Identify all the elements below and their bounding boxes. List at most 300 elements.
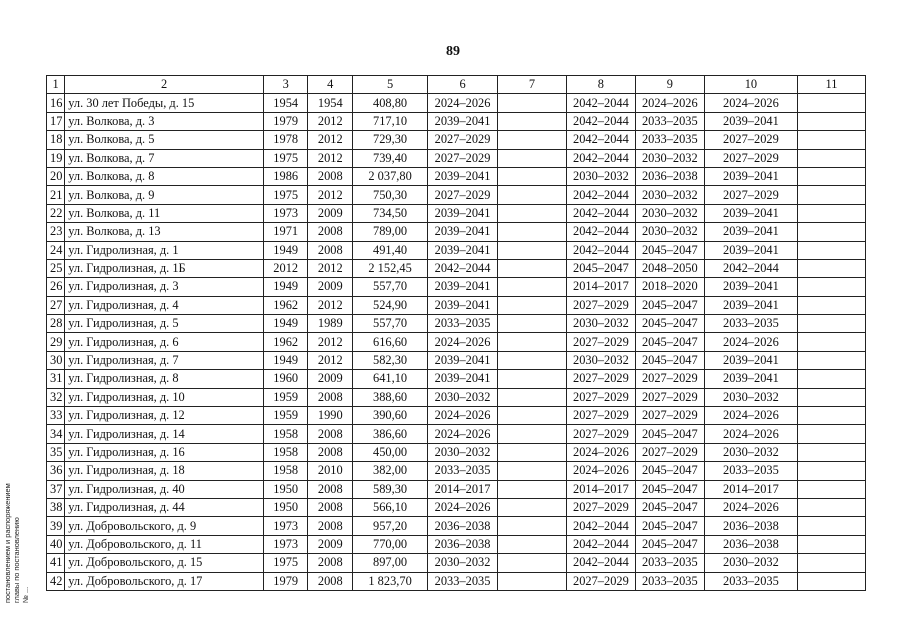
row-number-cell: 17	[47, 112, 65, 130]
period-cell	[498, 112, 567, 130]
period-cell: 2030–2032	[566, 167, 635, 185]
build-year-cell: 1973	[263, 517, 308, 535]
repair-year-cell: 1954	[308, 94, 353, 112]
table-row	[47, 333, 866, 351]
period-cell: 2024–2026	[566, 443, 635, 461]
period-cell	[798, 204, 866, 222]
build-year-cell: 1954	[263, 94, 308, 112]
row-number-cell: 40	[47, 535, 65, 553]
period-cell	[798, 535, 866, 553]
table-row	[47, 204, 866, 222]
table-row	[47, 223, 866, 241]
build-year-cell: 1962	[263, 333, 308, 351]
period-cell: 2027–2029	[428, 186, 498, 204]
table-body	[47, 94, 866, 591]
period-cell: 2030–2032	[566, 315, 635, 333]
repair-year-cell: 2012	[308, 296, 353, 314]
period-cell: 2039–2041	[428, 278, 498, 296]
build-year-cell: 1979	[263, 112, 308, 130]
address-cell: ул. Волкова, д. 9	[65, 186, 264, 204]
row-number-cell: 28	[47, 315, 65, 333]
area-cell: 382,00	[353, 462, 428, 480]
period-cell: 2014–2017	[704, 480, 797, 498]
period-cell	[498, 572, 567, 590]
row-number-cell: 26	[47, 278, 65, 296]
period-cell	[798, 462, 866, 480]
period-cell: 2027–2029	[704, 149, 797, 167]
period-cell: 2027–2029	[566, 370, 635, 388]
period-cell: 2039–2041	[704, 241, 797, 259]
period-cell	[498, 498, 567, 516]
period-cell: 2042–2044	[566, 131, 635, 149]
row-number-cell: 24	[47, 241, 65, 259]
area-cell: 2 152,45	[353, 259, 428, 277]
period-cell	[498, 278, 567, 296]
header-cell: 10	[704, 76, 797, 94]
period-cell: 2027–2029	[635, 443, 704, 461]
area-cell: 557,70	[353, 278, 428, 296]
period-cell	[798, 425, 866, 443]
repair-year-cell: 1989	[308, 315, 353, 333]
period-cell: 2042–2044	[566, 94, 635, 112]
period-cell: 2036–2038	[635, 167, 704, 185]
period-cell	[498, 407, 567, 425]
period-cell: 2027–2029	[704, 186, 797, 204]
period-cell	[498, 315, 567, 333]
address-cell: ул. Волкова, д. 13	[65, 223, 264, 241]
table-row	[47, 370, 866, 388]
area-cell: 734,50	[353, 204, 428, 222]
repair-year-cell: 2009	[308, 278, 353, 296]
row-number-cell: 35	[47, 443, 65, 461]
row-number-cell: 23	[47, 223, 65, 241]
table-row	[47, 315, 866, 333]
period-cell	[798, 407, 866, 425]
period-cell: 2039–2041	[704, 370, 797, 388]
period-cell	[498, 204, 567, 222]
repair-year-cell: 2012	[308, 131, 353, 149]
repair-year-cell: 2008	[308, 167, 353, 185]
period-cell: 2027–2029	[704, 131, 797, 149]
header-cell: 3	[263, 76, 308, 94]
repair-year-cell: 2008	[308, 241, 353, 259]
period-cell	[798, 351, 866, 369]
repair-year-cell: 2012	[308, 186, 353, 204]
period-cell: 2045–2047	[635, 462, 704, 480]
period-cell	[498, 149, 567, 167]
period-cell: 2027–2029	[635, 388, 704, 406]
repair-year-cell: 2012	[308, 333, 353, 351]
period-cell: 2024–2026	[428, 407, 498, 425]
area-cell: 897,00	[353, 554, 428, 572]
period-cell: 2024–2026	[704, 425, 797, 443]
row-number-cell: 27	[47, 296, 65, 314]
row-number-cell: 37	[47, 480, 65, 498]
address-cell: ул. Волкова, д. 11	[65, 204, 264, 222]
period-cell: 2030–2032	[704, 554, 797, 572]
side-stamp-note	[3, 478, 43, 603]
period-cell: 2042–2044	[704, 259, 797, 277]
build-year-cell: 1949	[263, 351, 308, 369]
repair-year-cell: 2012	[308, 259, 353, 277]
period-cell	[798, 554, 866, 572]
period-cell: 2033–2035	[704, 315, 797, 333]
period-cell: 2030–2032	[635, 204, 704, 222]
period-cell: 2045–2047	[635, 241, 704, 259]
address-cell: ул. Волкова, д. 7	[65, 149, 264, 167]
period-cell: 2045–2047	[635, 517, 704, 535]
period-cell	[798, 498, 866, 516]
period-cell	[798, 94, 866, 112]
build-year-cell: 1975	[263, 149, 308, 167]
row-number-cell: 31	[47, 370, 65, 388]
area-cell: 2 037,80	[353, 167, 428, 185]
period-cell	[798, 186, 866, 204]
area-cell: 770,00	[353, 535, 428, 553]
header-cell: 2	[65, 76, 264, 94]
period-cell: 2039–2041	[704, 296, 797, 314]
area-cell: 750,30	[353, 186, 428, 204]
build-year-cell: 1949	[263, 278, 308, 296]
period-cell	[498, 535, 567, 553]
table-row	[47, 517, 866, 535]
period-cell: 2027–2029	[428, 149, 498, 167]
period-cell: 2024–2026	[428, 333, 498, 351]
table-row	[47, 425, 866, 443]
period-cell: 2042–2044	[566, 517, 635, 535]
period-cell	[498, 388, 567, 406]
period-cell: 2042–2044	[566, 535, 635, 553]
repair-year-cell: 2012	[308, 112, 353, 130]
build-year-cell: 1959	[263, 388, 308, 406]
period-cell	[498, 443, 567, 461]
period-cell: 2033–2035	[428, 462, 498, 480]
build-year-cell: 1949	[263, 315, 308, 333]
period-cell: 2039–2041	[428, 167, 498, 185]
period-cell: 2039–2041	[704, 223, 797, 241]
period-cell: 2042–2044	[566, 149, 635, 167]
build-year-cell: 1973	[263, 204, 308, 222]
period-cell: 2048–2050	[635, 259, 704, 277]
area-cell: 582,30	[353, 351, 428, 369]
table-row	[47, 112, 866, 130]
period-cell: 2027–2029	[428, 131, 498, 149]
row-number-cell: 25	[47, 259, 65, 277]
period-cell: 2039–2041	[428, 241, 498, 259]
build-year-cell: 1958	[263, 425, 308, 443]
repair-year-cell: 2008	[308, 554, 353, 572]
period-cell	[798, 517, 866, 535]
period-cell	[498, 462, 567, 480]
period-cell: 2024–2026	[566, 462, 635, 480]
repair-year-cell: 2012	[308, 149, 353, 167]
period-cell	[498, 480, 567, 498]
period-cell	[498, 425, 567, 443]
build-year-cell: 1978	[263, 131, 308, 149]
repair-year-cell: 2008	[308, 223, 353, 241]
address-cell: ул. Добровольского, д. 17	[65, 572, 264, 590]
table-row	[47, 443, 866, 461]
period-cell: 2024–2026	[704, 94, 797, 112]
table-row	[47, 480, 866, 498]
period-cell	[798, 572, 866, 590]
period-cell: 2033–2035	[635, 572, 704, 590]
period-cell	[498, 554, 567, 572]
period-cell	[498, 167, 567, 185]
header-cell: 7	[498, 76, 567, 94]
period-cell: 2042–2044	[566, 204, 635, 222]
period-cell: 2030–2032	[566, 351, 635, 369]
header-cell: 11	[798, 76, 866, 94]
period-cell	[798, 167, 866, 185]
build-year-cell: 1973	[263, 535, 308, 553]
row-number-cell: 18	[47, 131, 65, 149]
period-cell: 2033–2035	[428, 572, 498, 590]
repair-year-cell: 2008	[308, 480, 353, 498]
period-cell: 2036–2038	[428, 517, 498, 535]
row-number-cell: 22	[47, 204, 65, 222]
period-cell: 2027–2029	[635, 407, 704, 425]
table-row	[47, 259, 866, 277]
period-cell: 2039–2041	[428, 204, 498, 222]
period-cell	[798, 443, 866, 461]
repair-year-cell: 2009	[308, 204, 353, 222]
period-cell: 2039–2041	[704, 351, 797, 369]
period-cell: 2045–2047	[635, 425, 704, 443]
table-row	[47, 131, 866, 149]
table-row	[47, 278, 866, 296]
period-cell: 2036–2038	[428, 535, 498, 553]
build-year-cell: 1979	[263, 572, 308, 590]
period-cell: 2030–2032	[635, 149, 704, 167]
table-row	[47, 498, 866, 516]
header-cell: 1	[47, 76, 65, 94]
table-row	[47, 186, 866, 204]
period-cell: 2039–2041	[704, 167, 797, 185]
period-cell	[798, 480, 866, 498]
period-cell: 2027–2029	[566, 425, 635, 443]
period-cell: 2033–2035	[704, 572, 797, 590]
period-cell: 2027–2029	[566, 333, 635, 351]
side-stamp-line: № ...	[21, 586, 30, 603]
period-cell	[498, 223, 567, 241]
period-cell: 2033–2035	[635, 112, 704, 130]
period-cell: 2042–2044	[566, 223, 635, 241]
period-cell: 2024–2026	[428, 425, 498, 443]
period-cell	[798, 241, 866, 259]
build-year-cell: 1975	[263, 554, 308, 572]
row-number-cell: 42	[47, 572, 65, 590]
area-cell: 386,60	[353, 425, 428, 443]
area-cell: 739,40	[353, 149, 428, 167]
repair-year-cell: 2010	[308, 462, 353, 480]
area-cell: 491,40	[353, 241, 428, 259]
address-cell: ул. Гидролизная, д. 44	[65, 498, 264, 516]
row-number-cell: 20	[47, 167, 65, 185]
header-cell: 8	[566, 76, 635, 94]
page-number: 89	[446, 44, 460, 59]
period-cell: 2014–2017	[428, 480, 498, 498]
period-cell: 2036–2038	[704, 517, 797, 535]
side-stamp-line: постановлением и распоряжением	[3, 483, 12, 603]
address-cell: ул. Гидролизная, д. 5	[65, 315, 264, 333]
address-cell: ул. Добровольского, д. 11	[65, 535, 264, 553]
address-cell: ул. Гидролизная, д. 6	[65, 333, 264, 351]
area-cell: 388,60	[353, 388, 428, 406]
table-row	[47, 351, 866, 369]
period-cell: 2039–2041	[428, 223, 498, 241]
area-cell: 524,90	[353, 296, 428, 314]
repair-year-cell: 2008	[308, 517, 353, 535]
period-cell: 2027–2029	[566, 407, 635, 425]
header-cell: 9	[635, 76, 704, 94]
header-cell: 4	[308, 76, 353, 94]
table-row	[47, 94, 866, 112]
row-number-cell: 29	[47, 333, 65, 351]
repair-year-cell: 2008	[308, 425, 353, 443]
period-cell: 2030–2032	[635, 223, 704, 241]
period-cell: 2018–2020	[635, 278, 704, 296]
period-cell: 2045–2047	[635, 480, 704, 498]
period-cell: 2030–2032	[704, 443, 797, 461]
period-cell: 2045–2047	[635, 296, 704, 314]
address-cell: ул. Гидролизная, д. 16	[65, 443, 264, 461]
row-number-cell: 16	[47, 94, 65, 112]
build-year-cell: 1962	[263, 296, 308, 314]
row-number-cell: 33	[47, 407, 65, 425]
period-cell: 2039–2041	[704, 112, 797, 130]
period-cell: 2042–2044	[566, 112, 635, 130]
period-cell	[798, 296, 866, 314]
period-cell	[798, 223, 866, 241]
row-number-cell: 30	[47, 351, 65, 369]
period-cell: 2024–2026	[704, 333, 797, 351]
address-cell: ул. 30 лет Победы, д. 15	[65, 94, 264, 112]
build-year-cell: 2012	[263, 259, 308, 277]
build-year-cell: 1958	[263, 443, 308, 461]
period-cell	[798, 315, 866, 333]
period-cell: 2024–2026	[428, 498, 498, 516]
period-cell: 2027–2029	[566, 498, 635, 516]
period-cell	[498, 351, 567, 369]
period-cell: 2039–2041	[428, 296, 498, 314]
area-cell: 641,10	[353, 370, 428, 388]
repair-year-cell: 2008	[308, 498, 353, 516]
period-cell: 2039–2041	[428, 351, 498, 369]
repair-year-cell: 2009	[308, 370, 353, 388]
register-table	[46, 75, 866, 591]
period-cell: 2033–2035	[428, 315, 498, 333]
address-cell: ул. Гидролизная, д. 7	[65, 351, 264, 369]
repair-year-cell: 2008	[308, 572, 353, 590]
period-cell	[798, 278, 866, 296]
repair-year-cell: 2009	[308, 535, 353, 553]
build-year-cell: 1949	[263, 241, 308, 259]
period-cell: 2027–2029	[566, 296, 635, 314]
build-year-cell: 1950	[263, 480, 308, 498]
address-cell: ул. Гидролизная, д. 8	[65, 370, 264, 388]
table-row	[47, 407, 866, 425]
period-cell: 2014–2017	[566, 278, 635, 296]
period-cell	[798, 259, 866, 277]
area-cell: 717,10	[353, 112, 428, 130]
row-number-cell: 38	[47, 498, 65, 516]
period-cell	[498, 296, 567, 314]
address-cell: ул. Добровольского, д. 9	[65, 517, 264, 535]
period-cell: 2030–2032	[428, 388, 498, 406]
address-cell: ул. Волкова, д. 3	[65, 112, 264, 130]
period-cell: 2030–2032	[428, 554, 498, 572]
period-cell	[798, 388, 866, 406]
period-cell	[498, 241, 567, 259]
area-cell: 557,70	[353, 315, 428, 333]
period-cell: 2039–2041	[704, 278, 797, 296]
area-cell: 408,80	[353, 94, 428, 112]
header-cell: 6	[428, 76, 498, 94]
period-cell: 2024–2026	[635, 94, 704, 112]
period-cell: 2042–2044	[566, 554, 635, 572]
repair-year-cell: 2008	[308, 443, 353, 461]
header-cell: 5	[353, 76, 428, 94]
build-year-cell: 1971	[263, 223, 308, 241]
period-cell: 2030–2032	[704, 388, 797, 406]
period-cell: 2039–2041	[704, 204, 797, 222]
area-cell: 566,10	[353, 498, 428, 516]
area-cell: 589,30	[353, 480, 428, 498]
period-cell	[798, 112, 866, 130]
table-row	[47, 167, 866, 185]
address-cell: ул. Волкова, д. 5	[65, 131, 264, 149]
address-cell: ул. Гидролизная, д. 1	[65, 241, 264, 259]
build-year-cell: 1959	[263, 407, 308, 425]
row-number-cell: 41	[47, 554, 65, 572]
table-row	[47, 572, 866, 590]
side-stamp-line: главы по постановлению	[12, 517, 21, 603]
area-cell: 1 823,70	[353, 572, 428, 590]
row-number-cell: 21	[47, 186, 65, 204]
area-cell: 450,00	[353, 443, 428, 461]
period-cell: 2014–2017	[566, 480, 635, 498]
address-cell: ул. Гидролизная, д. 12	[65, 407, 264, 425]
period-cell: 2033–2035	[704, 462, 797, 480]
area-cell: 616,60	[353, 333, 428, 351]
address-cell: ул. Волкова, д. 8	[65, 167, 264, 185]
address-cell: ул. Гидролизная, д. 4	[65, 296, 264, 314]
address-cell: ул. Гидролизная, д. 1Б	[65, 259, 264, 277]
period-cell: 2027–2029	[566, 572, 635, 590]
period-cell: 2024–2026	[704, 407, 797, 425]
side-stamp-text	[3, 478, 30, 603]
build-year-cell: 1975	[263, 186, 308, 204]
build-year-cell: 1950	[263, 498, 308, 516]
area-cell: 390,60	[353, 407, 428, 425]
period-cell	[498, 131, 567, 149]
table-row	[47, 535, 866, 553]
period-cell: 2030–2032	[635, 186, 704, 204]
period-cell	[798, 370, 866, 388]
repair-year-cell: 2008	[308, 388, 353, 406]
period-cell	[498, 370, 567, 388]
period-cell: 2024–2026	[704, 498, 797, 516]
period-cell	[798, 149, 866, 167]
area-cell: 789,00	[353, 223, 428, 241]
period-cell: 2042–2044	[428, 259, 498, 277]
period-cell: 2030–2032	[428, 443, 498, 461]
table-row	[47, 149, 866, 167]
address-cell: ул. Гидролизная, д. 3	[65, 278, 264, 296]
table-row	[47, 462, 866, 480]
period-cell: 2027–2029	[635, 370, 704, 388]
